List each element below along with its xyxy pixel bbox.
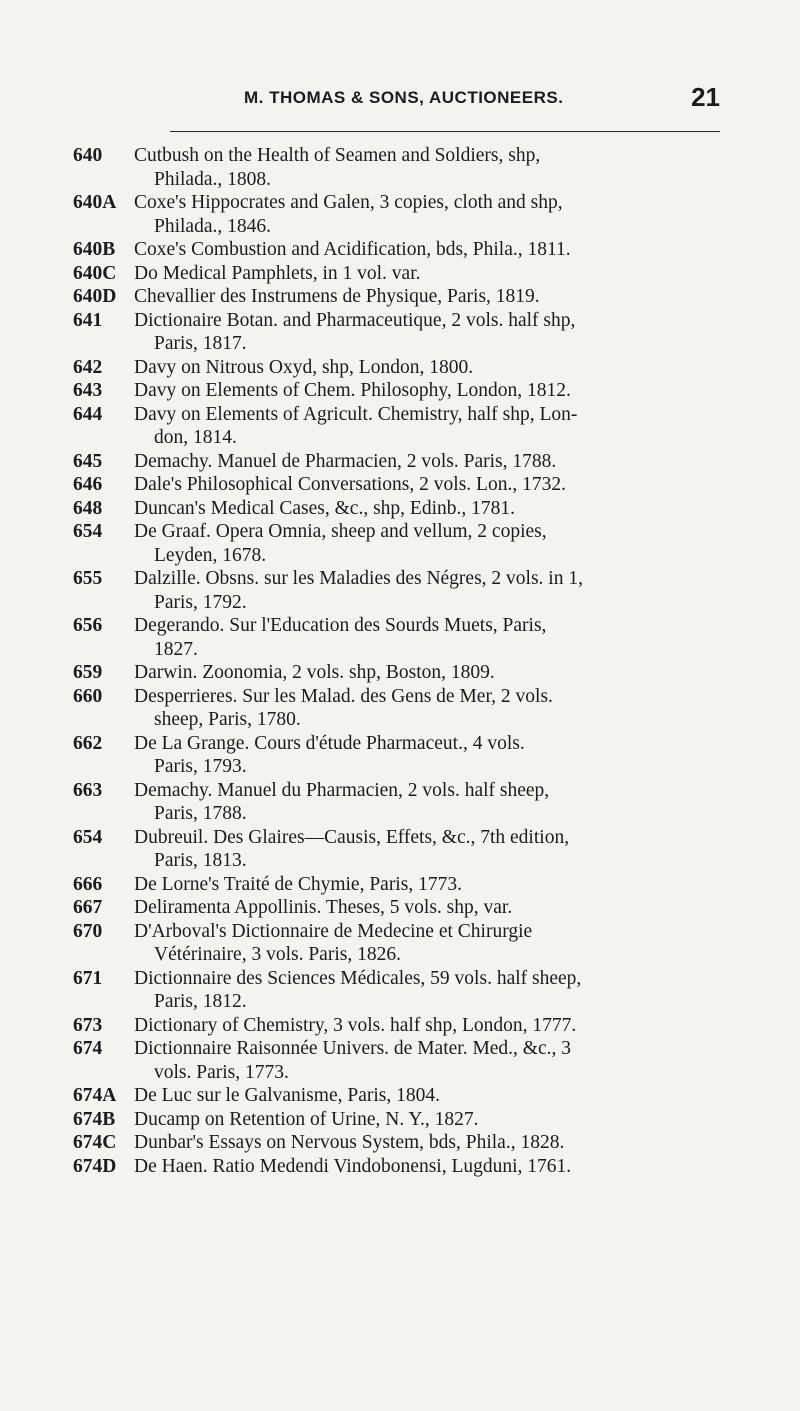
catalogue-entry bbox=[73, 191, 733, 238]
description-continuation: Philada., 1846. bbox=[154, 215, 271, 237]
catalogue-entry bbox=[73, 238, 733, 262]
description-line: Davy on Elements of Chem. Philosophy, London, 1812. bbox=[134, 380, 571, 401]
lot-number: 662 bbox=[73, 732, 103, 754]
lot-description bbox=[134, 567, 733, 614]
catalogue-entry bbox=[73, 520, 733, 567]
lot-number: 640A bbox=[73, 192, 117, 213]
lot-description bbox=[134, 1084, 733, 1108]
description-continuation: don, 1814. bbox=[154, 427, 237, 448]
description-continuation: sheep, Paris, 1780. bbox=[154, 709, 301, 730]
description-line: De Graaf. Opera Omnia, sheep and vellum, 2 copies, bbox=[134, 521, 547, 542]
lot-number: 663 bbox=[73, 779, 103, 801]
catalogue-entry bbox=[73, 661, 733, 685]
description-continuation: Paris, 1792. bbox=[154, 591, 247, 613]
lot-number: 667 bbox=[73, 897, 103, 918]
lot-number: 645 bbox=[73, 450, 103, 472]
description-line: Dictionary of Chemistry, 3 vols. half shp, London, 1777. bbox=[134, 1014, 577, 1036]
catalogue-entry bbox=[73, 1155, 733, 1179]
description-line: Dictionaire Botan. and Pharmaceutique, 2 vols. half shp, bbox=[134, 309, 576, 331]
catalogue-entry bbox=[73, 1037, 733, 1084]
description-line: Coxe's Hippocrates and Galen, 3 copies, cloth and shp, bbox=[134, 192, 563, 213]
description-line: Ducamp on Retention of Urine, N. Y., 1827. bbox=[134, 1108, 479, 1130]
lot-number: 674B bbox=[73, 1108, 116, 1130]
lot-number: 655 bbox=[73, 568, 103, 589]
lot-number: 674A bbox=[73, 1085, 117, 1106]
description-line: Dale's Philosophical Conversations, 2 vols. Lon., 1732. bbox=[134, 474, 566, 495]
catalogue-entry bbox=[73, 1084, 733, 1108]
catalogue-entry bbox=[73, 403, 733, 450]
catalogue-entry bbox=[73, 356, 733, 380]
lot-number: 640 bbox=[73, 145, 103, 166]
description-line: Degerando. Sur l'Education des Sourds Muets, Paris, bbox=[134, 615, 547, 636]
description-continuation: Paris, 1793. bbox=[154, 756, 247, 777]
lot-number: 654 bbox=[73, 521, 103, 542]
description-line: D'Arboval's Dictionnaire de Medecine et Chirurgie bbox=[134, 920, 533, 942]
catalogue-entry bbox=[73, 826, 733, 873]
description-continuation: Paris, 1788. bbox=[154, 803, 247, 824]
description-line: Dalzille. Obsns. sur les Maladies des Négres, 2 vols. in 1, bbox=[134, 568, 583, 589]
lot-description bbox=[134, 732, 733, 779]
lot-description bbox=[134, 356, 733, 380]
catalogue-entry bbox=[73, 473, 733, 497]
lot-number: 666 bbox=[73, 873, 103, 895]
description-line: Desperrieres. Sur les Malad. des Gens de Mer, 2 vols. bbox=[134, 685, 553, 707]
description-continuation: Paris, 1817. bbox=[154, 333, 247, 354]
lot-number: 640B bbox=[73, 239, 116, 260]
catalogue-entry bbox=[73, 379, 733, 403]
lot-number: 642 bbox=[73, 356, 103, 378]
lot-description bbox=[134, 262, 733, 286]
lot-description bbox=[134, 661, 733, 685]
lot-description bbox=[134, 144, 733, 191]
lot-description bbox=[134, 614, 733, 661]
catalogue-entry bbox=[73, 309, 733, 356]
lot-description bbox=[134, 685, 733, 732]
running-head: M. THOMAS & SONS, AUCTIONEERS. bbox=[244, 88, 564, 107]
description-continuation: Paris, 1813. bbox=[154, 850, 247, 871]
description-continuation: vols. Paris, 1773. bbox=[154, 1061, 289, 1083]
description-line: De Lorne's Traité de Chymie, Paris, 1773. bbox=[134, 873, 462, 895]
lot-number: 654 bbox=[73, 826, 103, 848]
description-line: Deliramenta Appollinis. Theses, 5 vols. shp, var. bbox=[134, 897, 513, 918]
catalogue-entry bbox=[73, 920, 733, 967]
catalogue-entry bbox=[73, 497, 733, 521]
description-line: Davy on Elements of Agricult. Chemistry, half shp, Lon- bbox=[134, 403, 578, 425]
catalogue-entry bbox=[73, 144, 733, 191]
lot-number: 659 bbox=[73, 662, 103, 683]
catalogue-entry bbox=[73, 967, 733, 1014]
description-line: Dictionnaire Raisonnée Univers. de Mater. Med., &c., 3 bbox=[134, 1038, 572, 1059]
description-continuation: Philada., 1808. bbox=[154, 168, 271, 190]
lot-description bbox=[134, 896, 733, 920]
lot-number: 641 bbox=[73, 309, 103, 331]
page-number: 21 bbox=[691, 82, 720, 112]
lot-number: 656 bbox=[73, 615, 103, 636]
description-line: De Luc sur le Galvanisme, Paris, 1804. bbox=[134, 1085, 440, 1106]
lot-number: 674C bbox=[73, 1132, 117, 1153]
catalogue-entry bbox=[73, 1131, 733, 1155]
lot-description bbox=[134, 497, 733, 521]
description-line: Davy on Nitrous Oxyd, shp, London, 1800. bbox=[134, 356, 474, 378]
catalogue-entry bbox=[73, 262, 733, 286]
lot-number: 648 bbox=[73, 497, 103, 519]
catalogue-list bbox=[73, 144, 733, 1178]
header-rule bbox=[170, 131, 720, 132]
lot-description bbox=[134, 1037, 733, 1084]
description-line: De La Grange. Cours d'étude Pharmaceut., 4 vols. bbox=[134, 732, 525, 754]
description-line: Demachy. Manuel du Pharmacien, 2 vols. half sheep, bbox=[134, 779, 550, 801]
lot-description bbox=[134, 779, 733, 826]
lot-number: 670 bbox=[73, 920, 103, 942]
lot-number: 644 bbox=[73, 403, 103, 425]
description-continuation: Leyden, 1678. bbox=[154, 544, 267, 566]
catalogue-entry bbox=[73, 896, 733, 920]
lot-number: 674D bbox=[73, 1155, 117, 1177]
catalogue-entry bbox=[73, 614, 733, 661]
catalogue-entry bbox=[73, 285, 733, 309]
description-line: Do Medical Pamphlets, in 1 vol. var. bbox=[134, 262, 421, 284]
lot-description bbox=[134, 309, 733, 356]
lot-number: 646 bbox=[73, 474, 103, 495]
catalogue-entry bbox=[73, 1108, 733, 1132]
description-line: Coxe's Combustion and Acidification, bds, Phila., 1811. bbox=[134, 239, 571, 260]
description-line: Dubreuil. Des Glaires—Causis, Effets, &c., 7th edition, bbox=[134, 826, 570, 848]
catalogue-entry bbox=[73, 873, 733, 897]
lot-number: 671 bbox=[73, 967, 103, 989]
description-continuation: Paris, 1812. bbox=[154, 991, 247, 1012]
lot-number: 674 bbox=[73, 1038, 103, 1059]
lot-number: 640D bbox=[73, 286, 117, 307]
catalogue-entry bbox=[73, 567, 733, 614]
description-line: De Haen. Ratio Medendi Vindobonensi, Lugduni, 1761. bbox=[134, 1155, 572, 1177]
lot-description bbox=[134, 403, 733, 450]
description-line: Dictionnaire des Sciences Médicales, 59 vols. half sheep, bbox=[134, 967, 582, 989]
description-line: Demachy. Manuel de Pharmacien, 2 vols. Paris, 1788. bbox=[134, 450, 557, 472]
lot-description bbox=[134, 967, 733, 1014]
description-continuation: Vétérinaire, 3 vols. Paris, 1826. bbox=[154, 944, 401, 965]
catalogue-entry bbox=[73, 1014, 733, 1038]
lot-description bbox=[134, 191, 733, 238]
lot-description bbox=[134, 920, 733, 967]
lot-description bbox=[134, 450, 733, 474]
catalogue-entry bbox=[73, 450, 733, 474]
lot-number: 640C bbox=[73, 262, 117, 284]
description-line: Dunbar's Essays on Nervous System, bds, Phila., 1828. bbox=[134, 1132, 565, 1153]
lot-number: 660 bbox=[73, 685, 103, 707]
lot-description bbox=[134, 1014, 733, 1038]
lot-description bbox=[134, 285, 733, 309]
lot-description bbox=[134, 238, 733, 262]
description-line: Duncan's Medical Cases, &c., shp, Edinb., 1781. bbox=[134, 497, 515, 519]
lot-description bbox=[134, 473, 733, 497]
catalogue-entry bbox=[73, 779, 733, 826]
lot-description bbox=[134, 1108, 733, 1132]
lot-description bbox=[134, 1155, 733, 1179]
description-continuation: 1827. bbox=[154, 638, 198, 660]
lot-description bbox=[134, 379, 733, 403]
lot-description bbox=[134, 1131, 733, 1155]
lot-description bbox=[134, 520, 733, 567]
description-line: Cutbush on the Health of Seamen and Soldiers, shp, bbox=[134, 145, 541, 166]
catalogue-entry bbox=[73, 685, 733, 732]
lot-description bbox=[134, 873, 733, 897]
page-header bbox=[140, 84, 720, 124]
lot-description bbox=[134, 826, 733, 873]
catalogue-entry bbox=[73, 732, 733, 779]
lot-number: 643 bbox=[73, 380, 103, 401]
lot-number: 673 bbox=[73, 1014, 103, 1036]
description-line: Darwin. Zoonomia, 2 vols. shp, Boston, 1809. bbox=[134, 662, 495, 683]
description-line: Chevallier des Instrumens de Physique, Paris, 1819. bbox=[134, 286, 540, 307]
